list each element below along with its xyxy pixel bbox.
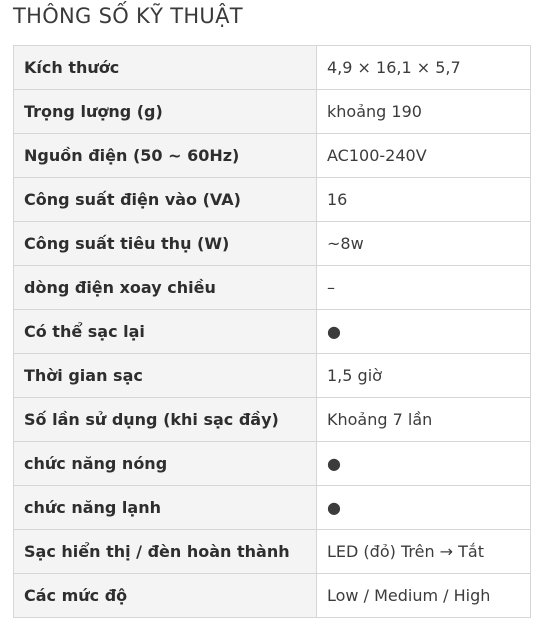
spec-value: ~8w bbox=[317, 222, 531, 266]
spec-value: – bbox=[317, 266, 531, 310]
spec-value: 1,5 giờ bbox=[317, 354, 531, 398]
table-row bbox=[14, 574, 531, 618]
spec-value: Low / Medium / High bbox=[317, 574, 531, 618]
table-row bbox=[14, 442, 531, 486]
table-row bbox=[14, 354, 531, 398]
spec-label: Kích thước bbox=[14, 46, 317, 90]
spec-label: Thời gian sạc bbox=[14, 354, 317, 398]
spec-label: Có thể sạc lại bbox=[14, 310, 317, 354]
table-row bbox=[14, 46, 531, 90]
specs-table bbox=[13, 45, 531, 618]
table-row bbox=[14, 178, 531, 222]
spec-value: ● bbox=[317, 310, 531, 354]
spec-label: dòng điện xoay chiều bbox=[14, 266, 317, 310]
table-row bbox=[14, 222, 531, 266]
table-row bbox=[14, 486, 531, 530]
spec-label: Công suất tiêu thụ (W) bbox=[14, 222, 317, 266]
spec-value: khoảng 190 bbox=[317, 90, 531, 134]
spec-label: Các mức độ bbox=[14, 574, 317, 618]
spec-value: Khoảng 7 lần bbox=[317, 398, 531, 442]
spec-label: Trọng lượng (g) bbox=[14, 90, 317, 134]
spec-value: LED (đỏ) Trên → Tắt bbox=[317, 530, 531, 574]
spec-value: 16 bbox=[317, 178, 531, 222]
spec-value: 4,9 × 16,1 × 5,7 bbox=[317, 46, 531, 90]
page-title: THÔNG SỐ KỸ THUẬT bbox=[13, 4, 243, 28]
spec-value: AC100-240V bbox=[317, 134, 531, 178]
table-row bbox=[14, 398, 531, 442]
spec-label: Công suất điện vào (VA) bbox=[14, 178, 317, 222]
spec-value: ● bbox=[317, 486, 531, 530]
table-row bbox=[14, 310, 531, 354]
table-row bbox=[14, 266, 531, 310]
table-row bbox=[14, 530, 531, 574]
table-row bbox=[14, 134, 531, 178]
spec-value: ● bbox=[317, 442, 531, 486]
spec-label: chức năng nóng bbox=[14, 442, 317, 486]
spec-label: chức năng lạnh bbox=[14, 486, 317, 530]
spec-label: Số lần sử dụng (khi sạc đầy) bbox=[14, 398, 317, 442]
spec-label: Nguồn điện (50 ~ 60Hz) bbox=[14, 134, 317, 178]
spec-label: Sạc hiển thị / đèn hoàn thành bbox=[14, 530, 317, 574]
table-row bbox=[14, 90, 531, 134]
